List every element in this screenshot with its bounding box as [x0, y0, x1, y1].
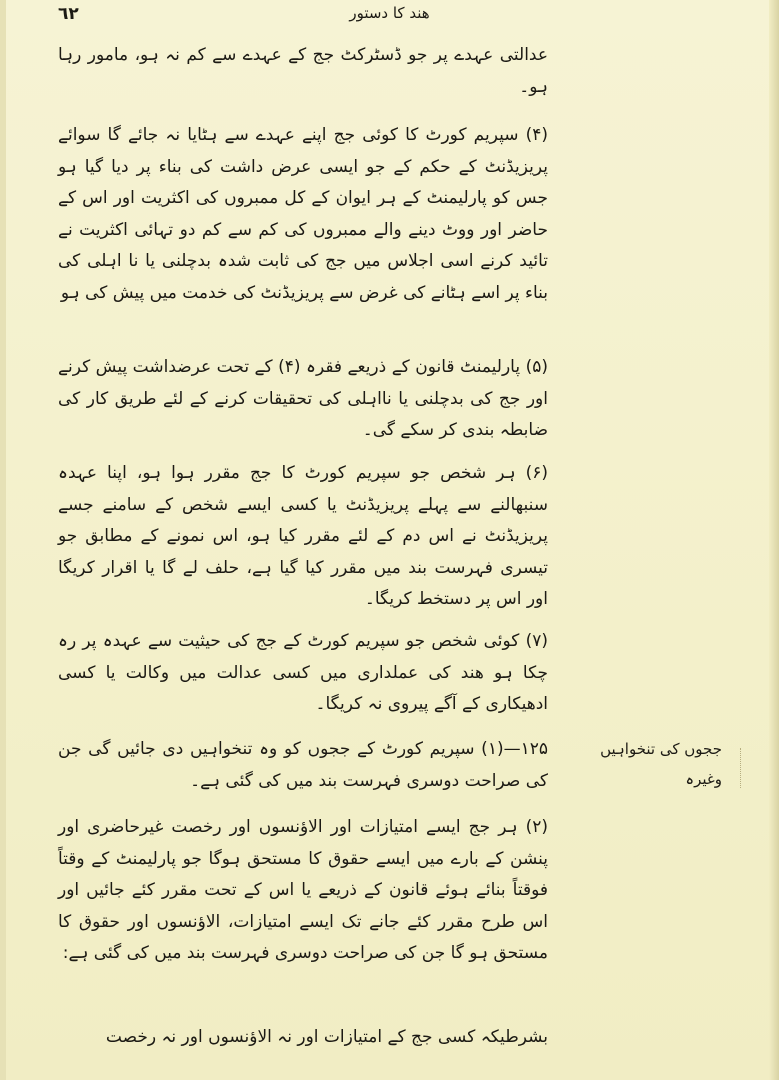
margin-note: ججوں کی تنخواہیں وغیرہ [600, 740, 722, 788]
margin-mark [740, 748, 753, 788]
paragraph-clause-5: (۵) پارلیمنٹ قانون کے ذریعے فقرہ (۴) کے تحت عرضداشت پیش کرنے اور جج کی بدچلنی یا نااہلی کی تحقیقات کرنے کے لئے طریق کار کی ضابطہ بندی کر سکے گی۔ [58, 357, 548, 440]
paragraph-clause-6: (۶) ہر شخص جو سپریم کورٹ کا جج مقرر ہوا ہو، اپنا عہدہ سنبھالنے سے پہلے پریزیڈنٹ یا کسی ایسے شخص کے سامنے جسے پریزیڈنٹ نے اس دم کے لئے مقرر کیا ہو، اس نمونے کے مطابق جو تیسری فہرست بند میں مقرر کیا گیا ہے، حلف لے گا یا اقرار کریگا اور اس پر دستخط کریگا۔ [58, 463, 548, 609]
paragraph-clause-4: (۴) سپریم کورٹ کا کوئی جج اپنے عہدے سے ہٹایا نہ جائے گا سوائے پریزیڈنٹ کے حکم کے جو ایسی عرض داشت کی بناء پر دیا گیا ہو جس کو پارلیمنٹ کے ہر ایوان کے کل ممبروں کی اکثریت اور اس کے حاضر اور ووٹ دینے والے ممبروں کی کم سے کم دو تہائی اکثریت نے تائید کرنے اسی اجلاس میں جج کی ثابت شدہ بدچلنی یا نا اہلی کی بناء پر اسے ہٹانے کی غرض سے پریزیڈنٹ کی خدمت میں پیش کی ہو [58, 125, 548, 303]
page-number: ٦٢ [58, 4, 79, 24]
paragraph-proviso: بشرطیکہ کسی جج کے امتیازات اور نہ الاؤنسوں اور نہ رخصت [105, 1027, 548, 1047]
running-title: ھند کا دستور [349, 4, 430, 22]
paragraph-continuation: عدالتی عہدے پر جو ڈسٹرکٹ جج کے عہدے سے کم نہ ہو، مامور رہا ہو۔ [58, 45, 548, 97]
page-right-edge [769, 0, 779, 1080]
paragraph-clause-7: (۷) کوئی شخص جو سپریم کورٹ کے جج کی حیثیت سے عہدہ پر رہ چکا ہو ھند کی عملداری میں کسی عدالت میں وکالت یا کسی ادھیکاری کے آگے پیروی نہ کریگا۔ [58, 631, 548, 714]
page-left-edge [0, 0, 6, 1080]
paragraph-article-125: ۱۲۵—(۱) سپریم کورٹ کے ججوں کو وہ تنخواہیں دی جائیں گی جن کی صراحت دوسری فہرست بند میں کی گئی ہے۔ [58, 739, 548, 791]
paragraph-article-125-clause-2: (۲) ہر جج ایسے امتیازات اور الاؤنسوں اور رخصت غیرحاضری اور پنشن کے بارے میں ایسے حقوق کا مستحق ہوگا جو پارلیمنٹ کے وقتاً فوقتاً بنائے ہوئے قانون کے ذریعے یا اس کے تحت مقرر کئے جائیں اور اس طرح مقرر کئے جانے تک ایسے امتیازات، الاؤنسوں اور حقوق کا مستحق ہو گا جن کی صراحت دوسری فہرست بند میں کی گئی ہے: [58, 817, 548, 963]
